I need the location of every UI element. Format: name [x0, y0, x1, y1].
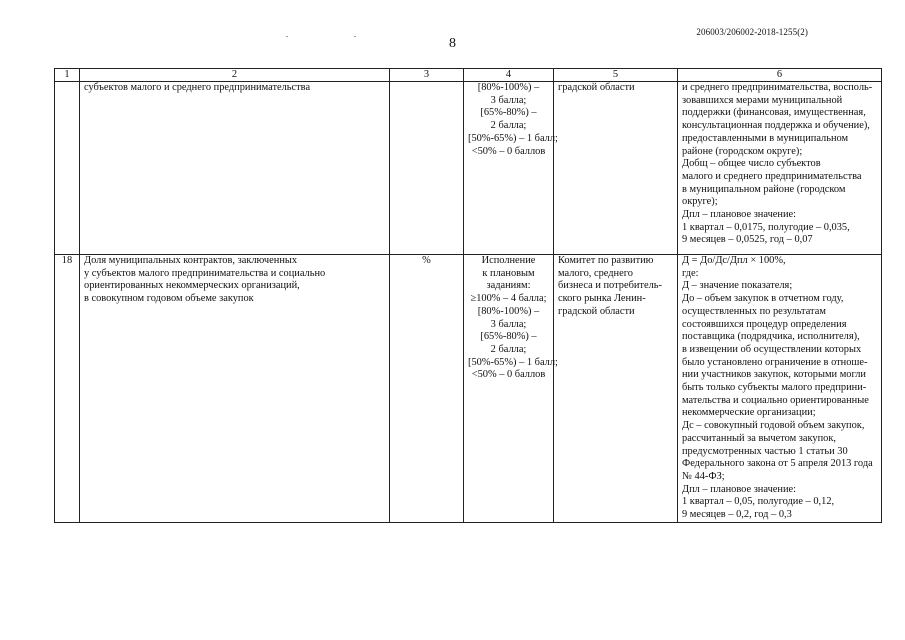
responsible-line: градской области	[558, 82, 635, 93]
criteria-line: 2 балла;	[490, 120, 527, 132]
formula-line: Д – значение показателя;	[682, 280, 793, 292]
indicator-name	[80, 255, 390, 523]
formula-line: консультационная поддержка и обучение),	[682, 120, 870, 132]
page-number: 8	[449, 36, 456, 51]
formula-cell	[678, 82, 882, 255]
column-number-6: 6	[678, 69, 882, 82]
criteria-cell	[464, 255, 558, 523]
table-header-row	[55, 69, 882, 82]
formula-line: Дс – совокупный годовой объем закупок,	[682, 420, 865, 432]
criteria-line: [65%-80%) –	[480, 107, 537, 119]
formula-line: Добщ – общее число субъектов	[682, 158, 821, 170]
indicators-table	[54, 68, 882, 523]
formula-line: в извещении об осуществлении которых	[682, 343, 862, 355]
responsible-cell	[554, 255, 678, 523]
indicator-name: субъектов малого и среднего предпринимательства	[80, 82, 390, 255]
formula-line: 9 месяцев – 0,2, год – 0,3	[682, 509, 792, 521]
scan-artifact	[286, 36, 288, 37]
formula-line: состоявшихся процедур определения	[682, 318, 847, 330]
criteria-line: [80%-100%) –	[477, 82, 540, 93]
responsible-line: ского рынка Ленин-	[558, 293, 646, 305]
column-number-2: 2	[80, 69, 390, 82]
responsible-line: градской области	[558, 305, 635, 317]
table-row-continuation	[55, 82, 882, 255]
column-number-3: 3	[390, 69, 464, 82]
formula-line: 9 месяцев – 0,0525, год – 0,07	[682, 234, 813, 246]
formula-line: поставщика (подрядчика, исполнителя),	[682, 331, 860, 343]
formula-line: 1 квартал – 0,05, полугодие – 0,12,	[682, 496, 835, 508]
formula-line: № 44-ФЗ;	[682, 470, 725, 482]
formula-line: предоставленными в муниципальном	[682, 132, 849, 144]
criteria-line: [50%-65%) – 1 балл;	[468, 356, 558, 368]
formula-line: осуществленных по результатам	[682, 305, 826, 317]
indicator-line: Доля муниципальных контрактов, заключенных	[84, 255, 298, 266]
criteria-line: <50% – 0 баллов	[471, 145, 546, 157]
formula-line: 1 квартал – 0,0175, полугодие – 0,035,	[682, 221, 850, 233]
formula-line: До – объем закупок в отчетном году,	[682, 293, 844, 305]
table-row-18	[55, 255, 882, 523]
formula-line: где:	[682, 267, 699, 279]
formula-line: было установлено ограничение в отноше-	[682, 356, 868, 368]
unit-of-measure	[390, 82, 464, 255]
criteria-line: 3 балла;	[490, 94, 527, 106]
formula-line: в муниципальном районе (городском	[682, 183, 846, 195]
criteria-line: Исполнение	[481, 255, 536, 266]
row-number: 18	[55, 255, 80, 523]
responsible-line: малого, среднего	[558, 267, 633, 279]
formula-line: рассчитанный за вычетом закупок,	[682, 432, 836, 444]
formula-line: поддержки (финансовая, имущественная,	[682, 107, 866, 119]
formula-line: и среднего предпринимательства, восполь-	[682, 82, 873, 93]
formula-line: нии участников закупок, которыми могли	[682, 369, 866, 381]
formula-line: предусмотренных частью 1 статьи 30	[682, 445, 848, 457]
criteria-cell	[464, 82, 558, 255]
formula-line: округе);	[682, 196, 718, 208]
formula-line: малого и среднего предпринимательства	[682, 170, 862, 182]
formula-line: быть только субъекты малого предприни-	[682, 382, 867, 394]
formula-line: Федерального закона от 5 апреля 2013 года	[682, 458, 873, 470]
formula-line: Дпл – плановое значение:	[682, 483, 797, 495]
column-number-1: 1	[55, 69, 80, 82]
document-registration-code: 206003/206002-2018-1255(2)	[696, 27, 808, 37]
criteria-line: к плановым	[482, 267, 535, 279]
criteria-line: заданиям:	[486, 280, 531, 292]
criteria-line: ≥100% – 4 балла;	[470, 293, 547, 305]
column-number-5: 5	[554, 69, 678, 82]
criteria-line: [65%-80%) –	[480, 331, 537, 343]
responsible-cell	[554, 82, 678, 255]
column-number-4: 4	[464, 69, 554, 82]
indicator-line: у субъектов малого предпринимательства и социально	[84, 267, 326, 279]
formula-line: районе (городском округе);	[682, 145, 803, 157]
scan-artifact	[354, 36, 356, 37]
responsible-line: Комитет по развитию	[558, 255, 654, 266]
unit-of-measure: %	[390, 255, 464, 523]
responsible-line: бизнеса и потребитель-	[558, 280, 662, 292]
formula-cell	[678, 255, 882, 523]
criteria-line: <50% – 0 баллов	[471, 369, 546, 381]
criteria-line: 2 балла;	[490, 343, 527, 355]
indicator-line: ориентированных некоммерческих организаций,	[84, 280, 300, 292]
formula-line: Дпл – плановое значение:	[682, 209, 797, 221]
formula-line: зовавшихся мерами муниципальной	[682, 94, 843, 106]
indicator-line: в совокупном годовом объеме закупок	[84, 293, 254, 305]
formula-line: Д = До/Дс/Дпл × 100%,	[682, 255, 786, 266]
criteria-line: [50%-65%) – 1 балл;	[468, 132, 558, 144]
criteria-line: [80%-100%) –	[477, 305, 540, 317]
formula-line: некоммерческие организации;	[682, 407, 816, 419]
formula-line: мательства и социально ориентированные	[682, 394, 869, 406]
row-number	[55, 82, 80, 255]
criteria-line: 3 балла;	[490, 318, 527, 330]
